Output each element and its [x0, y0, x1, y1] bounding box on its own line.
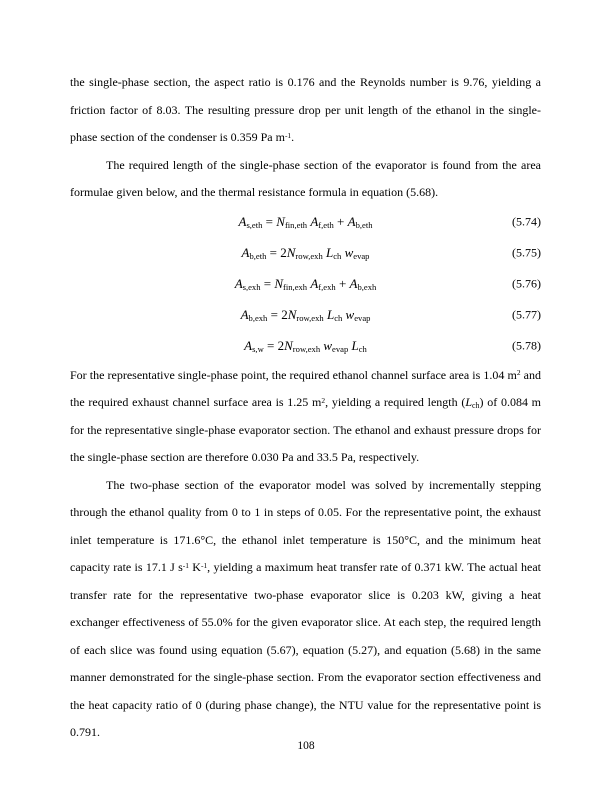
page-number: 108	[297, 740, 315, 752]
equation-5-77	[70, 300, 541, 331]
equation-5-78-number: (5.78)	[512, 338, 541, 353]
equation-5-75	[70, 238, 541, 269]
equation-block	[70, 207, 541, 362]
paragraph-single-phase-results: For the representative single-phase point, the required ethanol channel surface area is 1.04 $m^2$ and the required exhaust channel surface area is 1.25 $m^2$, yielding a required length $(L_{ch})$ of 0.084 m for the representative single-phase evaporator section. The ethanol and exhaust pressure drops for the single-phase section are therefore 0.030 Pa and 33.5 Pa, respectively.	[70, 367, 542, 464]
paragraph-two-phase-section: The two-phase section of the evaporator model was solved by incrementally stepping through the ethanol quality from 0 to 1 in steps of 0.05. For the representative point, the exhaust inlet temperature is 171.6°C, the ethanol inlet temperature is 150°C, and the minimum heat capacity rate is 17.1 J $s^{-1}$ $K^{-1}$, yielding a maximum heat transfer rate of 0.371 kW. The actual heat transfer rate for the representative two-phase evaporator slice is 0.203 kW, giving a heat exchanger effectiveness of 55.0% for the given evaporator slice. At each step, the required length of each slice was found using equation (5.67), equation (5.27), and equation (5.68) in the same manner demonstrated for the single-phase section. From the evaporator section effectiveness and the heat capacity ratio of 0 (during phase change), the NTU value for the representative point is 0.791.	[70, 477, 541, 739]
equation-5-78	[70, 331, 541, 362]
equation-5-74-number: (5.74)	[512, 214, 541, 229]
equation-5-75-formula: $A_{b,eth} = 2N_{row,exh}$ $L_{ch}$ $w_{evap}$	[241, 245, 370, 262]
paragraph-required-length-intro: The required length of the single-phase section of the evaporator is found from the area formulae given below, and the thermal resistance formula in equation (5.68).	[70, 157, 541, 199]
equation-5-76	[70, 269, 541, 300]
equation-5-76-number: (5.76)	[512, 276, 541, 291]
page-content	[70, 69, 541, 747]
equation-5-78-formula: $A_{s,w} = 2N_{row,exh}$ $w_{evap}$ $L_{ch}$	[244, 338, 367, 355]
equation-5-76-formula: $A_{s,exh} = N_{fin,exh}$ $A_{f,exh} + A_{b,exh}$	[234, 276, 377, 293]
equation-5-75-number: (5.75)	[512, 245, 541, 260]
equation-5-74	[70, 207, 541, 238]
equation-5-77-number: (5.77)	[512, 307, 541, 322]
equation-5-77-formula: $A_{b,exh} = 2N_{row,exh}$ $L_{ch}$ $w_{evap}$	[240, 307, 371, 324]
paragraph-single-phase-condenser: the single-phase section, the aspect ratio is 0.176 and the Reynolds number is 9.76, yielding a friction factor of 8.03. The resulting pressure drop per unit length of the ethanol in the single-phase section of the condenser is 0.359 Pa $m^{-1}$.	[70, 75, 541, 144]
equation-5-74-formula: $A_{s,eth} = N_{fin,eth}$ $A_{f,eth} + A_{b,eth}$	[238, 214, 373, 231]
